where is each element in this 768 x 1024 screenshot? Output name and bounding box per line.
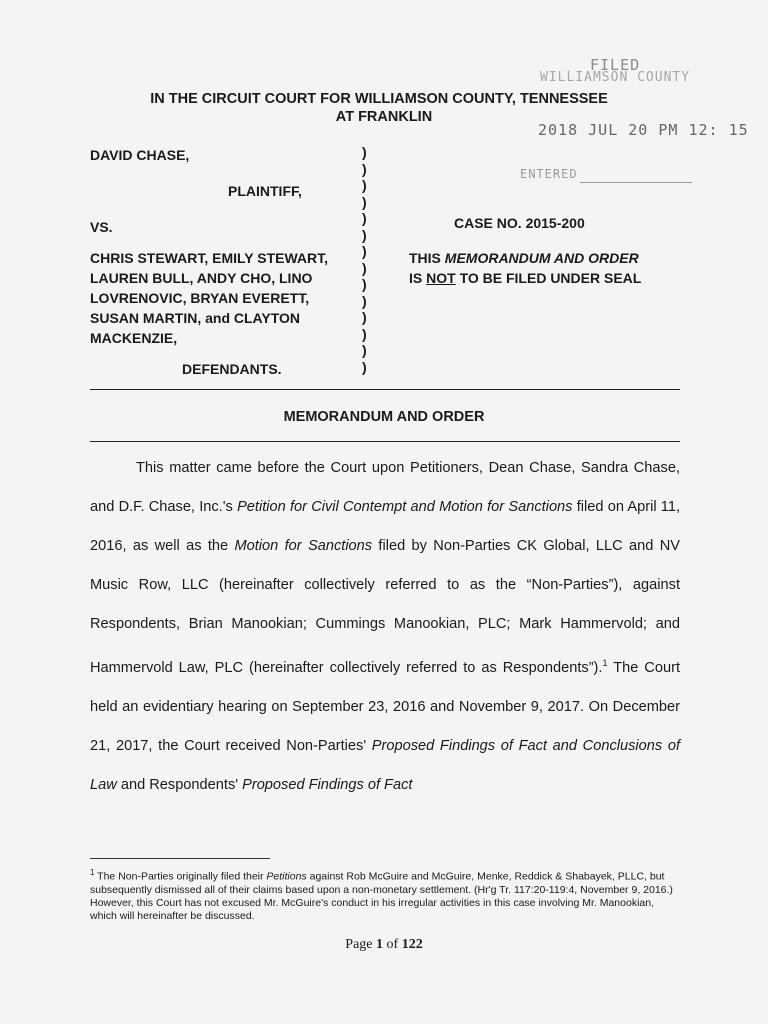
paren: ) bbox=[362, 160, 367, 177]
top-rule bbox=[90, 389, 680, 390]
county-stamp: WILLIAMSON COUNTY bbox=[540, 70, 691, 85]
seal-notice-line-2: IS NOT TO BE FILED UNDER SEAL bbox=[409, 270, 642, 286]
paren: ) bbox=[362, 226, 367, 243]
paren: ) bbox=[362, 325, 367, 342]
plaintiff-name: DAVID CHASE, bbox=[90, 147, 190, 163]
entered-line bbox=[580, 182, 692, 183]
court-name: IN THE CIRCUIT COURT FOR WILLIAMSON COUNTY, TENNESSEE bbox=[150, 91, 608, 107]
paren: ) bbox=[362, 358, 367, 375]
document-title: MEMORANDUM AND ORDER bbox=[283, 409, 485, 425]
paren: ) bbox=[362, 177, 367, 193]
plaintiff-role: PLAINTIFF, bbox=[228, 183, 302, 199]
seal-notice bbox=[409, 248, 641, 288]
paren: ) bbox=[362, 144, 367, 160]
seal-notice-line-1: THIS MEMORANDUM AND ORDER bbox=[409, 250, 639, 266]
body-paragraph: This matter came before the Court upon Petitioners, Dean Chase, Sandra Chase, and D.F. Chase, Inc.'s Petition for Civil Contempt and Motion for Sanctions filed on April 11, 2016, as well as the Motion for Sanctions filed by Non-Parties CK Global, LLC and NV Music Row, LLC (hereinafter collectively referred to as the “Non-Parties”), against Respondents, Brian Manookian; Cummings Manookian, PLC; Mark Hammervold; and Hammervold Law, PLC (hereinafter collectively referred to as Respondents”).$^1$ The Court held an evidentiary hearing on September 23, 2016 and November 9, 2017. On December 21, 2017, the Court received Non-Parties' Proposed Findings of Fact and Conclusions of Law and Respondents' Proposed Findings of Fact bbox=[90, 460, 681, 793]
date-stamp: 2018 JUL 20 PM 12: 15 bbox=[538, 121, 749, 139]
versus: VS. bbox=[90, 219, 113, 235]
paren: ) bbox=[362, 342, 367, 358]
defendants-line: SUSAN MARTIN, and CLAYTON bbox=[90, 310, 301, 326]
footnote: $^1$ The Non-Parties originally filed their Petitions against Rob McGuire and McGuire, Menke, Reddick & Shabayek, PLLC, but subsequently dismissed all of their claims based upon a non-monetary settlement. (Hr'g Tr. 117:20-119:4, November 9, 2016.) However, this Court has not excused Mr. McGuire's conduct in his irregular activities in this case involving Mr. Manookian, which will hereinafter be discussed. bbox=[90, 868, 673, 922]
paren: ) bbox=[362, 276, 367, 292]
paren: ) bbox=[362, 193, 367, 210]
defendants-role: DEFENDANTS. bbox=[182, 361, 282, 377]
footnote-separator bbox=[90, 858, 270, 859]
page-number: Page 1 of 122 bbox=[345, 937, 423, 952]
filed-stamp: FILED bbox=[590, 56, 641, 74]
paren: ) bbox=[362, 243, 367, 259]
defendants-line: LAUREN BULL, ANDY CHO, LINO bbox=[90, 270, 313, 286]
paren: ) bbox=[362, 309, 367, 325]
entered-stamp: ENTERED bbox=[520, 167, 578, 181]
footnote-reference: 1 bbox=[602, 658, 608, 668]
defendants-line: LOVRENOVIC, BRYAN EVERETT, bbox=[90, 290, 310, 306]
paren: ) bbox=[362, 292, 367, 309]
paren: ) bbox=[362, 259, 367, 276]
defendants-line: CHRIS STEWART, EMILY STEWART, bbox=[90, 250, 329, 266]
caption-parentheses bbox=[362, 144, 367, 375]
case-number: CASE NO. 2015-200 bbox=[454, 215, 585, 231]
defendants-line: MACKENZIE, bbox=[90, 330, 178, 346]
bottom-rule bbox=[90, 441, 680, 442]
defendants-list bbox=[90, 248, 328, 348]
footnote-marker: 1 bbox=[90, 868, 95, 877]
paren: ) bbox=[362, 210, 367, 226]
court-location: AT FRANKLIN bbox=[335, 109, 433, 125]
